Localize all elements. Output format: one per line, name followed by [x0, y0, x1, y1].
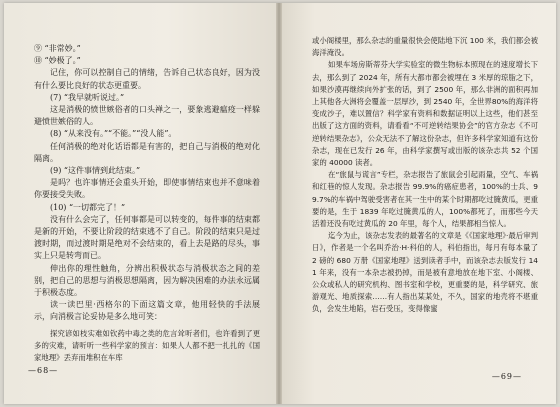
paragraph: 任何消极的绝对化话语都是有害的，把自己与消极的绝对化隔离。: [34, 141, 260, 163]
left-page: [4, 3, 276, 404]
book-spread: [4, 3, 556, 404]
page-number-right: —69—: [491, 372, 522, 381]
paragraph: 这是消极的愤世嫉俗者的口头禅之一，要象逃避瘟疫一样躲避愤世嫉俗的人。: [34, 105, 260, 127]
page-number-left: —68—: [28, 366, 59, 375]
paragraph: 伸出你的理性触角，分辨出积极状态与消极状态之间的差别，把自己的思想与消极思想隔离，因为解决困难的办法永远属于积极态度。: [34, 263, 260, 298]
paragraph: (9) “这件事情到此结束。”: [50, 166, 141, 176]
paragraph: (8) “从来没有。”“不能。”“没人能”。: [50, 129, 177, 139]
paragraph: ⑨ “非常妙。”: [34, 44, 81, 53]
paragraph: 记住，你可以控制自己的情绪，告诉自己状态良好，因为没有什么要比良好的状态更重要。: [34, 68, 260, 90]
right-page-body: [312, 35, 538, 316]
paragraph: 是吗？也许事情还会重头开始，即使事情结束也并不意味着你要接受失败。: [34, 178, 260, 200]
paragraph: 如果车场房斯蒂芬大学实验室的微生物标本照现在的速度增长下去，那么到了 2024 年，所有大都市都会被埋在 3 米厚的琼脂之下，如果沙漠再继续向外扩张的话，到了 2500 年，那么非洲的面积再加上其他各大洲将会覆盖一层厚沙，到 2540 年，全世界80%的海洋将变成沙子，难以置信？科学家有资料和数据证明以上这些，他们甚至出版了这方面的资料，请看看“不可逆转结果协会”的官方杂志《不可逆转结果杂志》，公众无法不了解这份杂志，但许多科学家知道有这份杂志，现在已发行 26 年，由科学家撰写或出版的该杂志共 52 个国家的 40000 读者。: [312, 60, 538, 168]
paragraph: 读一读巴里·西格尔的下面这篇文章，他用轻快的手法展示，向消极言论妥协是多么地可笑：: [34, 300, 260, 322]
paragraph: ⑩ “妙极了。”: [34, 56, 81, 66]
paragraph: 迄今为止，该杂志发表的最著名的文章是《《国家地理》·最后审判日》，作者是一个名叫乔治·H·科伯的人，科伯指出，每月有每本量了 2 磅的 680 万册《国家地理》送到读者手中，而该杂志去版发行 141 年来，没有一本杂志被扔掉，而是被有意地放在地下室、小阁楼、公众或私人的研究机构、图书室和学校，更重要的是，科学研究、旅游观光、地质探索……有人指出某某处，不久，国家的地壳将不堪重负，会发生地陷，岩石受压，变得像蜜: [312, 231, 538, 314]
paragraph: 探究谚如枝实难如钦药中毒之类的危言耸听者们，也许看到了更多的灾难，请听听一些科学家的预言：如果人人都不把一扎扎的《国家地理》丢弃而堆积在车库: [34, 328, 260, 363]
paragraph: 在“旅鼠与谎言”专栏，杂志报告了旅鼠会引起雨量，空气、车祸和红巷的惊人发现。杂志报告 99.9%的癌症患者，100%的士兵、99.7%的车祸中驾驶受害者在其一生中的某个时期都吃过腌黄瓜，更重要的是，生于 1839 年吃过腌黄瓜的人，100%都死了，而那些今天活着还没有吃过黄瓜的 20 年里，每个人，结果都相当惊人。: [312, 170, 538, 229]
paragraph: 或小阁楼里，那么杂志的重量很快会使陆地下沉 100 米，我们都会被海洋淹没。: [312, 36, 538, 58]
paragraph: (10) “一切都完了！”: [50, 202, 126, 212]
paragraph: 没有什么会完了，任何事都是可以转变的，每件事的结束都是新的开始，不要让阶段的结束逃不了自己。阶段的结束只是过渡时期，而过渡时期是绝对不会结束的，看上去是路的尽头，事实上只是转弯而已。: [34, 214, 260, 261]
left-page-body: [34, 43, 260, 364]
right-page: [282, 3, 556, 404]
paragraph: (7) “我早就听说过。”: [50, 92, 125, 102]
